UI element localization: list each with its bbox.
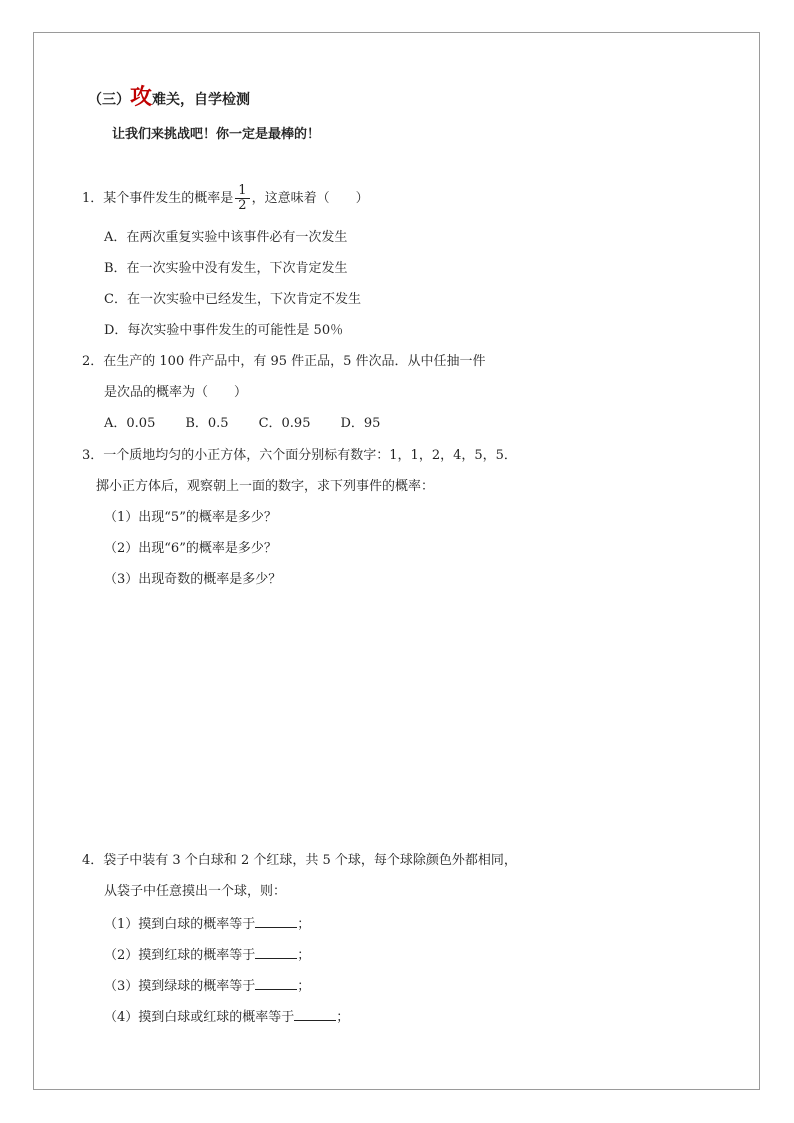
q4-part-1 (104, 915, 310, 933)
q4-part-4-text: （4）摸到白球或红球的概率等于 (104, 1010, 295, 1025)
q4-part-2 (104, 946, 310, 964)
q2-line1: 2．在生产的 100 件产品中，有 95 件正品，5 件次品．从中任抽一件 (82, 354, 486, 369)
q4-part-2-text: （2）摸到红球的概率等于 (104, 948, 256, 963)
q4-part-4-end: ； (336, 1010, 350, 1025)
q2-option-b: B．0.5 (185, 416, 229, 431)
q4-part-1-text: （1）摸到白球的概率等于 (104, 917, 256, 932)
q3-part-1: （1）出现“5”的概率是多少？ (104, 510, 277, 525)
q2-line2: 是次品的概率为（ ） (104, 385, 248, 400)
q2-option-a: A．0.05 (104, 416, 156, 431)
q4-part-3-text: （3）摸到绿球的概率等于 (104, 979, 256, 994)
q2-option-d: D．95 (340, 416, 381, 431)
q1-fraction (235, 184, 249, 213)
q3-part-2: （2）出现“6”的概率是多少？ (104, 541, 277, 556)
q2-option-c: C．0.95 (258, 416, 311, 431)
q1-fraction-numerator: 1 (235, 184, 249, 199)
q4-part-3-end: ； (297, 979, 311, 994)
q4-part-4 (104, 1008, 349, 1026)
q1-option-a: A．在两次重复实验中该事件必有一次发生 (104, 230, 348, 245)
q1-fraction-denominator: 2 (238, 198, 247, 213)
q1-stem (82, 184, 369, 214)
q3-line2: 掷小正方体后，观察朝上一面的数字，求下列事件的概率： (96, 479, 435, 494)
q4-part-1-blank (255, 915, 297, 928)
heading-big-char: 攻 (130, 84, 153, 110)
q1-option-c: C．在一次实验中已经发生，下次肯定不发生 (104, 292, 361, 307)
q1-option-b: B．在一次实验中没有发生，下次肯定发生 (104, 261, 348, 276)
q4-part-3 (104, 977, 310, 995)
q3-line1: 3．一个质地均匀的小正方体，六个面分别标有数字：1，1，2，4，5，5． (82, 448, 517, 463)
q4-line1: 4．袋子中装有 3 个白球和 2 个红球，共 5 个球，每个球除颜色外都相同， (82, 853, 517, 868)
q1-stem-after: ，这意味着（ ） (251, 191, 369, 206)
q3-part-3: （3）出现奇数的概率是多少？ (104, 572, 282, 587)
q4-part-2-end: ； (297, 948, 311, 963)
q1-option-d: D．每次实验中事件发生的可能性是 50％ (104, 323, 344, 338)
heading-prefix: （三） (88, 92, 130, 108)
q4-part-3-blank (255, 977, 297, 990)
q4-line2: 从袋子中任意摸出一个球，则： (104, 884, 287, 899)
q4-part-4-blank (294, 1008, 336, 1021)
q4-part-1-end: ； (297, 917, 311, 932)
section-heading (88, 86, 250, 111)
heading-rest: 难关，自学检测 (152, 92, 251, 108)
q1-stem-before: 1．某个事件发生的概率是 (82, 191, 234, 206)
section-subtitle: 让我们来挑战吧！你一定是最棒的！ (112, 127, 321, 142)
q4-part-2-blank (255, 946, 297, 959)
q2-options (104, 416, 410, 432)
